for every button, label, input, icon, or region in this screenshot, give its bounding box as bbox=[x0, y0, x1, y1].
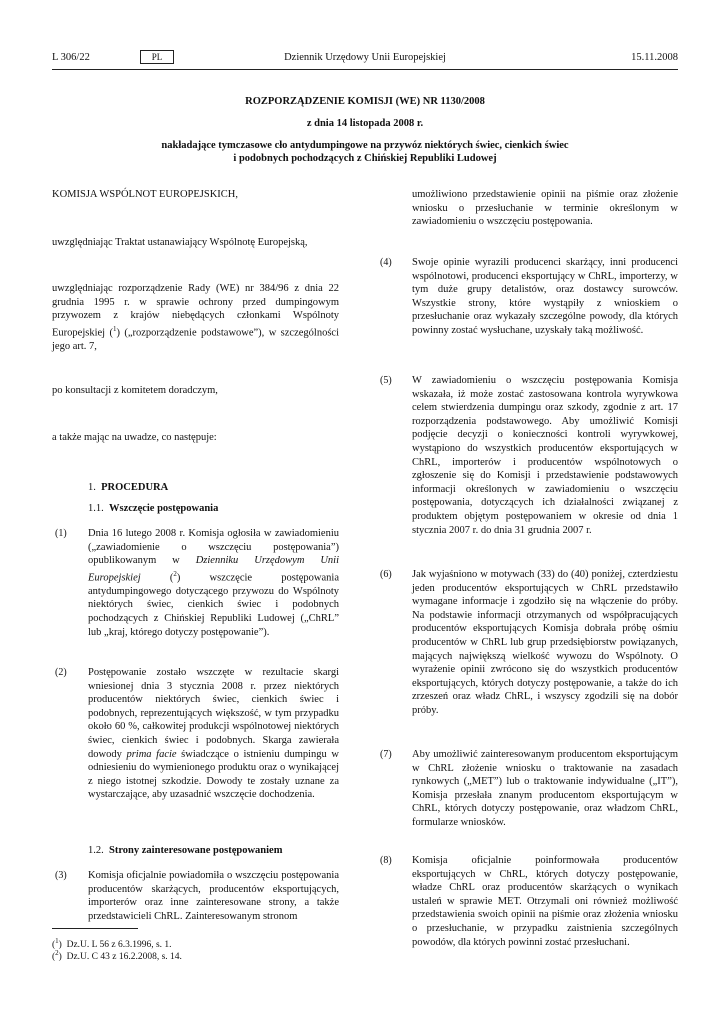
paragraph-1: Dnia 16 lutego 2008 r. Komisja ogłosiła w zawiadomieniu („zawiadomienie o wszczęciu postępowania”) opublikowanym w Dzienniku Urzędowym Unii Europejskiej ($^2$) wszczęcie postępowania antydumpingowego dotyczącego przywozu do Wspólnoty niektórych świec, cienkich świec i podobnych pochodzących z Chińskiej Republiki Ludowej („ChRL” lub „kraj, którego dotyczy postępowanie”). bbox=[88, 528, 340, 638]
section-1-2-heading: 1.2. Strony zainteresowane postępowaniem bbox=[88, 845, 283, 856]
paragraph-7-number: (7) bbox=[380, 749, 392, 760]
paragraph-6: Jak wyjaśniono w motywach (33) do (40) poniżej, czterdziestu jeden producentów eksportujących w ChRL przedstawiło wymagane informacje i zgodziło się na włączenie do próby. Na podstawie informacji otrzymanych od współpracujących producentów eksportujących Komisja dobrała próbę ośmiu producentów w ChRL lub grup przedsiębiorstw powiązanych, mających największą wielkość wywozu do Wspólnoty. O wyrażenie opinii zwrócono się do wszystkich producentów eksportujących, których dotyczy postępowanie, a także do ich zrzeszeń oraz władz ChRL, i wszyscy zgodzili się na dobór próby. bbox=[412, 569, 678, 716]
footnote-1: ($^1$) Dz.U. L 56 z 6.3.1996, s. 1. bbox=[52, 937, 172, 951]
journal-date: 15.11.2008 bbox=[631, 52, 678, 63]
preamble-consultation: po konsultacji z komitetem doradczym, bbox=[52, 385, 218, 396]
paragraph-5-number: (5) bbox=[380, 375, 392, 386]
paragraph-7: Aby umożliwić zainteresowanym producentom eksportującym w ChRL złożenie wniosku o traktowanie na zasadach rynkowych („MET”) lub o traktowanie indywidualne („IT”), Komisja przesłała znanym producentom eksportującym w ChRL, których dotyczy postępowanie, oraz władzom ChRL, formularze wniosków. bbox=[412, 749, 678, 828]
regulation-subject-line1: nakładające tymczasowe cło antydumpingowe na przywóz niektórych świec, cienkich świec bbox=[161, 140, 569, 151]
paragraph-8-number: (8) bbox=[380, 855, 392, 866]
footnote-ref-2: 2 bbox=[173, 569, 177, 578]
language-badge: PL bbox=[140, 50, 174, 64]
paragraph-3-continued: umożliwiono przedstawienie opinii na piśmie oraz złożenie wniosku o przesłuchanie w terminie określonym w zawiadomieniu o wszczęciu postępowania. bbox=[412, 189, 678, 228]
paragraph-8: Komisja oficjalnie poinformowała producentów eksportujących w ChRL, których dotyczy postępowanie, władze ChRL oraz producentów skarżących o wynikach ustaleń w sprawie MET. Otrzymali oni również możliwość przedstawienia swoich opinii na piśmie oraz złożenia wniosku o przesłuchanie, w przypadku zaistnienia szczególnych powodów, dla których powinni zostać przesłuchani. bbox=[412, 855, 678, 948]
paragraph-2-number: (2) bbox=[55, 667, 67, 678]
footnote-rule bbox=[52, 928, 138, 929]
paragraph-3-number: (3) bbox=[55, 870, 67, 881]
header-rule bbox=[52, 69, 678, 70]
section-1-heading: 1. PROCEDURA bbox=[88, 482, 169, 493]
footnote-2: ($^2$) Dz.U. C 43 z 16.2.2008, s. 14. bbox=[52, 949, 182, 963]
paragraph-3: Komisja oficjalnie powiadomiła o wszczęciu postępowania producentów skarżących, producentów eksportujących, importerów oraz inne zainteresowane strony, a także przedstawicieli ChRL. Zainteresowanym stronom bbox=[88, 870, 339, 922]
journal-name: Dziennik Urzędowy Unii Europejskiej bbox=[284, 52, 446, 63]
regulation-title: ROZPORZĄDZENIE KOMISJI (WE) NR 1130/2008 bbox=[245, 96, 485, 107]
preamble-whereas: a także mając na uwadze, co następuje: bbox=[52, 432, 217, 443]
section-1-1-heading: 1.1. Wszczęcie postępowania bbox=[88, 503, 219, 514]
paragraph-1-number: (1) bbox=[55, 528, 67, 539]
journal-code: L 306/22 bbox=[52, 52, 90, 63]
paragraph-5: W zawiadomieniu o wszczęciu postępowania Komisja wskazała, iż może zostać zastosowana kontrola wyrywkowa celem stwierdzenia dumpingu oraz szkody, zgodnie z art. 17 rozporządzenia podstawowego. Aby umożliwić Komisji podjęcie decyzji o konieczności kontroli wyrywkowej, wystąpiono do wszystkich producentów eksportujących w ChRL, importerów i producentów wspólnotowych o zgłoszenie się do Komisji i przedstawienie podstawowych informacji określonych w zawiadomieniu o wszczęciu postępowania, dotyczących ich działalności związanej z produktem objętym postępowaniem w okresie od dnia 1 stycznia 2007 r. do dnia 31 grudnia 2007 r. bbox=[412, 375, 678, 536]
preamble-regulation: uwzględniając rozporządzenie Rady (WE) nr 384/96 z dnia 22 grudnia 1995 r. w sprawie ochrony przed dumpingowym przywozem z krajów niebędących członkami Wspólnoty Europejskiej ($^1$) („rozporządzenie podstawowe”), w szczególności jego art. 7, bbox=[52, 283, 339, 352]
preamble-commission: KOMISJA WSPÓLNOT EUROPEJSKICH, bbox=[52, 189, 239, 200]
paragraph-4-number: (4) bbox=[380, 257, 392, 268]
paragraph-2: Postępowanie zostało wszczęte w rezultacie skargi wniesionej dnia 3 stycznia 2008 r. przez niektórych producentów niektórych świec, cienkich świec i podobnych, reprezentujących większość, w tym przypadku około 60 %, całkowitej produkcji wspólnotowej niektórych świec, cienkich świec i podobnych. Skarga zawierała dowody prima facie świadczące o istnieniu dumpingu w odniesieniu do wymienionego produktu oraz o wynikającej z niego istotnej szkodzie. Dowody te zostały uznane za wystarczające, aby uzasadnić wszczęcie dochodzenia. bbox=[88, 667, 339, 801]
regulation-subject-line2: i podobnych pochodzących z Chińskiej Republiki Ludowej bbox=[233, 153, 497, 164]
footnote-ref-1: 1 bbox=[112, 324, 117, 333]
preamble-treaty: uwzględniając Traktat ustanawiający Wspólnotę Europejską, bbox=[52, 237, 308, 248]
paragraph-4: Swoje opinie wyrazili producenci skarżący, inni producenci wspólnotowi, producenci eksportujący w ChRL, importerzy, w tym duże grupy detalistów, oraz dostawcy surowców. Wszystkie strony, które wystąpiły z wnioskiem o przesłuchanie oraz wykazały szczególne powody, dla których powinny zostać wysłuchane, uzyskały taką możliwość. bbox=[412, 257, 678, 336]
regulation-date: z dnia 14 listopada 2008 r. bbox=[306, 118, 424, 129]
paragraph-6-number: (6) bbox=[380, 569, 392, 580]
